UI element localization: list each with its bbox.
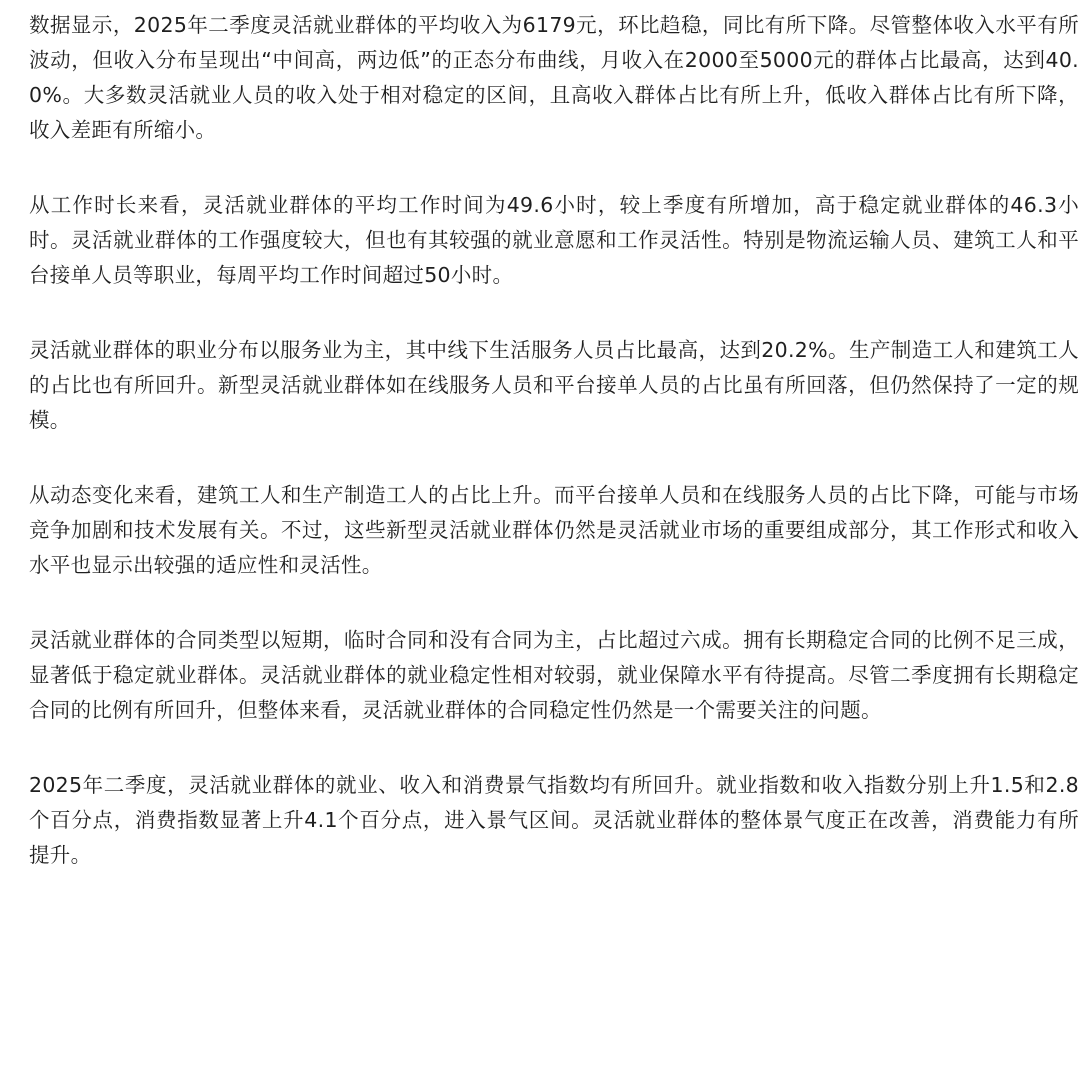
paragraph-dynamics: 从动态变化来看，建筑工人和生产制造工人的占比上升。而平台接单人员和在线服务人员的占比下降，可能与市场竞争加剧和技术发展有关。不过，这些新型灵活就业群体仍然是灵活就业市场的重要组成部分，其工作形式和收入水平也显示出较强的适应性和灵活性。 (29, 483, 1079, 577)
paragraph-contracts: 灵活就业群体的合同类型以短期，临时合同和没有合同为主，占比超过六成。拥有长期稳定合同的比例不足三成，显著低于稳定就业群体。灵活就业群体的就业稳定性相对较弱，就业保障水平有待提高。尽管二季度拥有长期稳定合同的比例有所回升，但整体来看，灵活就业群体的合同稳定性仍然是一个需要关注的问题。 (29, 628, 1079, 722)
paragraph-working-hours: 从工作时长来看，灵活就业群体的平均工作时间为49.6小时，较上季度有所增加，高于稳定就业群体的46.3小时。灵活就业群体的工作强度较大，但也有其较强的就业意愿和工作灵活性。特别是物流运输人员、建筑工人和平台接单人员等职业，每周平均工作时间超过50小时。 (29, 193, 1079, 287)
paragraph-occupation: 灵活就业群体的职业分布以服务业为主，其中线下生活服务人员占比最高，达到20.2%。生产制造工人和建筑工人的占比也有所回升。新型灵活就业群体如在线服务人员和平台接单人员的占比虽有所回落，但仍然保持了一定的规模。 (29, 338, 1079, 432)
paragraph-index: 2025年二季度，灵活就业群体的就业、收入和消费景气指数均有所回升。就业指数和收入指数分别上升1.5和2.8个百分点，消费指数显著上升4.1个百分点，进入景气区间。灵活就业群体的整体景气度正在改善，消费能力有所提升。 (29, 773, 1079, 867)
paragraph-income: 数据显示，2025年二季度灵活就业群体的平均收入为6179元，环比趋稳，同比有所下降。尽管整体收入水平有所波动，但收入分布呈现出“中间高，两边低”的正态分布曲线，月收入在2000至5000元的群体占比最高，达到40.0%。大多数灵活就业人员的收入处于相对稳定的区间，且高收入群体占比有所上升，低收入群体占比有所下降，收入差距有所缩小。 (29, 13, 1079, 142)
